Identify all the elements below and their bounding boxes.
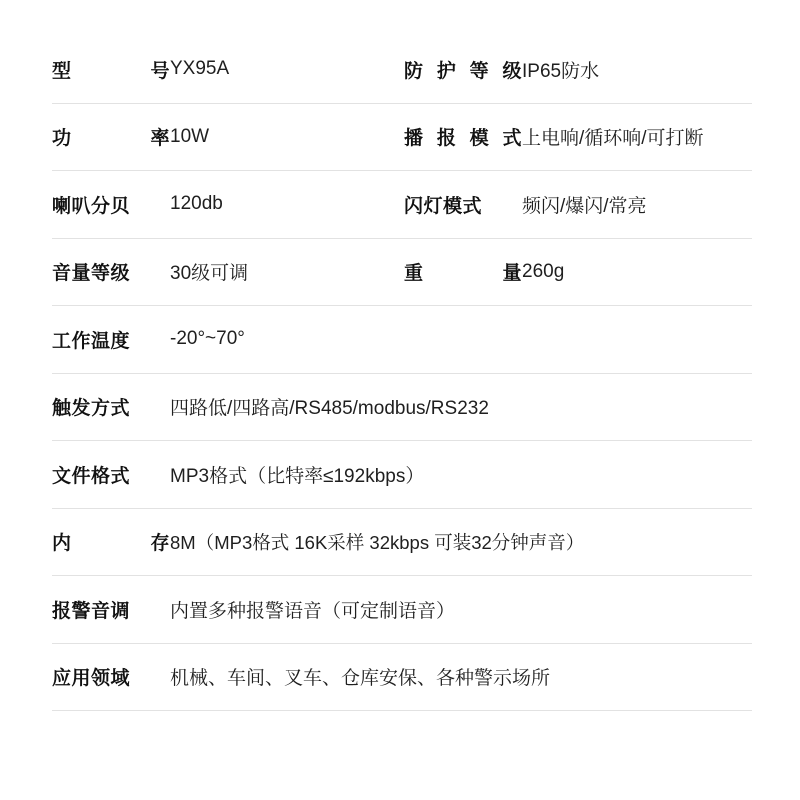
spec-cell-protection-grade [404,56,752,83]
spec-value: 120db [170,193,223,215]
spec-value: 8M（MP3格式 16K采样 32kbps 可装32分钟声音） [170,531,585,553]
spec-value: MP3格式（比特率≤192kbps） [170,465,425,487]
table-row [52,441,752,509]
spec-cell-model [52,56,404,83]
table-row [52,576,752,644]
spec-value: YX95A [170,58,230,80]
spec-label: 工作温度 [52,330,131,352]
spec-value: -20°~70° [170,328,245,350]
spec-value: 机械、车间、叉车、仓库安保、各种警示场所 [170,668,551,690]
spec-label: 文件格式 [52,465,131,487]
table-row [52,306,752,374]
spec-value: 260g [522,260,565,282]
spec-value: 上电响/循环响/可打断 [522,128,704,150]
table-row [52,36,752,104]
spec-value: 30级可调 [170,263,249,285]
table-row [52,239,752,307]
spec-cell-trigger-mode [52,393,752,420]
spec-label: 内 存 [52,533,170,555]
spec-value: IP65防水 [522,60,600,82]
spec-label: 触发方式 [52,398,131,420]
spec-cell-application-field [52,663,752,690]
spec-label: 型 号 [52,60,170,82]
table-row [52,374,752,442]
spec-cell-power [52,123,404,150]
spec-label: 喇叭分贝 [52,195,131,217]
table-row [52,509,752,577]
spec-label: 重 量 [404,263,522,285]
spec-value: 内置多种报警语音（可定制语音） [170,600,456,622]
table-row [52,644,752,712]
spec-cell-broadcast-mode [404,123,752,150]
spec-label: 防护等级 [404,60,522,82]
spec-cell-working-temperature [52,326,752,353]
spec-label: 闪灯模式 [404,195,483,217]
spec-value: 10W [170,125,210,147]
spec-value: 频闪/爆闪/常亮 [522,195,647,217]
spec-label: 报警音调 [52,600,131,622]
spec-label: 音量等级 [52,263,131,285]
specification-table [52,36,752,711]
spec-label: 播报模式 [404,128,522,150]
spec-label: 功 率 [52,128,170,150]
spec-cell-alarm-tone [52,596,752,623]
spec-cell-weight [404,258,752,285]
spec-cell-file-format [52,461,752,488]
table-row [52,171,752,239]
spec-label: 应用领域 [52,668,131,690]
spec-cell-flash-mode [404,191,752,218]
spec-cell-volume-level [52,258,404,285]
spec-value: 四路低/四路高/RS485/modbus/RS232 [170,398,489,420]
spec-cell-memory [52,528,752,555]
table-row [52,104,752,172]
spec-cell-speaker-decibel [52,191,404,218]
